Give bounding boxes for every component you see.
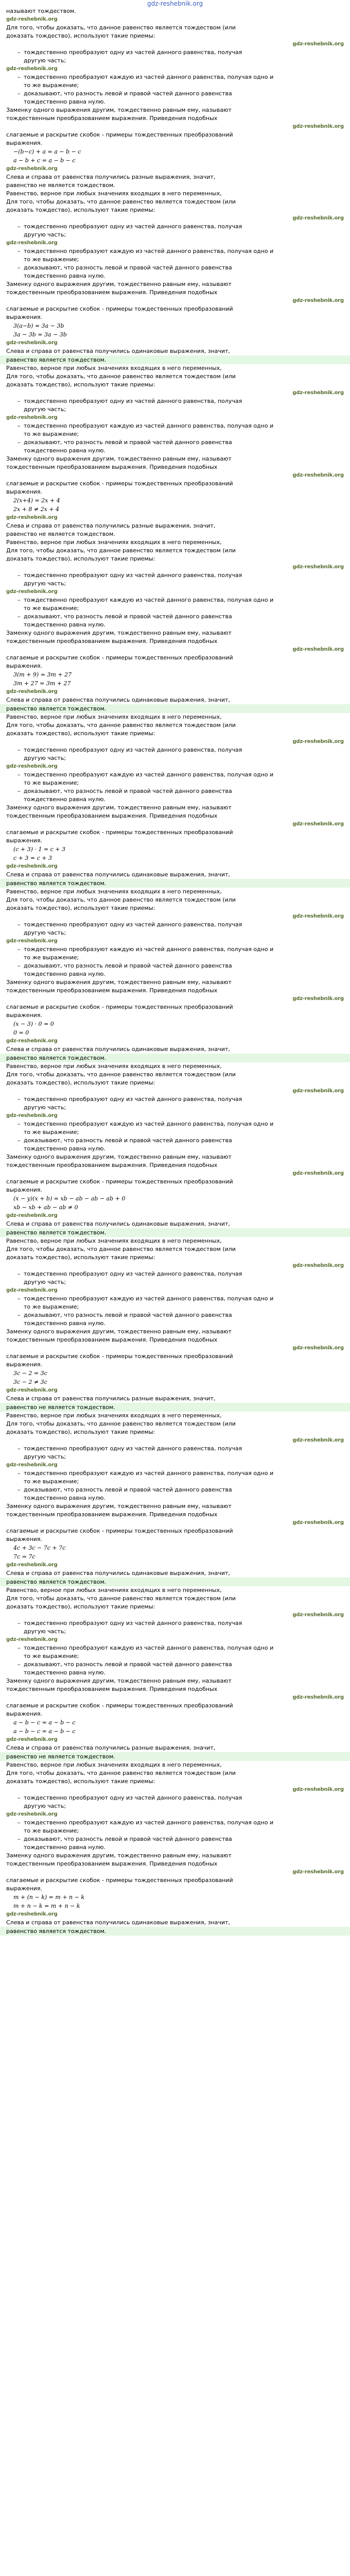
- verdict-text: равенство является тождеством.: [0, 1054, 350, 1062]
- method-line: Для того, чтобы доказать, что данное равенство является тождеством (или: [6, 547, 236, 554]
- method-bullet: – тождественно преобразуют каждую из частей данного равенства, получая одно и: [6, 247, 344, 256]
- method-line: доказать тождество), используют такие приемы:: [6, 381, 155, 388]
- definition-line: тождественным преобразованием выражения. Приведения подобных: [6, 638, 218, 645]
- definition-line: выражения.: [6, 314, 43, 320]
- conclusion-text: Слева и справа от равенства получились одинаковые выражения, значит,: [6, 871, 230, 878]
- method-bullet-cont: то же выражение;: [24, 256, 79, 263]
- watermark-text: gdz-reshebnik.org: [292, 739, 344, 744]
- method-bullet-cont: другую часть;: [24, 1453, 66, 1460]
- equation-line: a − b + c = a − b − c: [13, 157, 76, 164]
- watermark-text: gdz-reshebnik.org: [292, 1694, 344, 1700]
- equation-line: 3a − 3b = 3a − 3b: [13, 331, 67, 338]
- definition-intro: Равенство, верное при любых значениях входящих в него переменных,: [6, 539, 222, 546]
- method-bullet-cont: то же выражение;: [24, 82, 79, 89]
- watermark-text: gdz-reshebnik.org: [292, 913, 344, 919]
- method-bullet-cont: другую часть;: [24, 1104, 66, 1111]
- definition-line: Заменку одного выражения другим, тождественно равным ему, называют: [6, 979, 232, 986]
- watermark-text: gdz-reshebnik.org: [6, 66, 58, 72]
- method-bullet: – доказывают, что разность левой и правой частей данного равенства: [6, 613, 344, 621]
- method-bullet-cont: то же выражение;: [24, 605, 79, 612]
- method-bullet-cont: то же выражение;: [24, 1129, 79, 1136]
- solution-block: [6, 1769, 344, 1936]
- watermark-text: gdz-reshebnik.org: [6, 589, 58, 595]
- watermark-text: gdz-reshebnik.org: [6, 1637, 58, 1642]
- method-bullet-cont: другую часть;: [24, 57, 66, 64]
- definition-line: выражения.: [6, 488, 43, 495]
- watermark-text: gdz-reshebnik.org: [292, 1263, 344, 1268]
- method-bullet: – доказывают, что разность левой и правой частей данного равенства: [6, 1137, 344, 1145]
- method-bullet: – доказывают, что разность левой и правой частей данного равенства: [6, 438, 344, 447]
- definition-line: слагаемые и раскрытие скобок - примеры тождественных преобразований: [6, 1528, 233, 1534]
- method-bullet: – тождественно преобразуют одну из частей данного равенства, получая: [6, 1095, 344, 1104]
- watermark-text: gdz-reshebnik.org: [292, 821, 344, 827]
- method-bullet: – тождественно преобразуют одну из частей данного равенства, получая: [6, 48, 344, 57]
- method-bullet: – тождественно преобразуют одну из частей данного равенства, получая: [6, 1445, 344, 1453]
- conclusion-text: Слева и справа от равенства получились разные выражения, значит,: [6, 522, 216, 529]
- equation-line: (x − 3) · 0 = 0: [13, 1021, 54, 1027]
- watermark-text: gdz-reshebnik.org: [6, 415, 58, 420]
- definition-line: тождественным преобразованием выражения. Приведения подобных: [6, 812, 218, 819]
- method-bullet-cont: тождественно равна нулю.: [24, 1320, 106, 1327]
- watermark-text: gdz-reshebnik.org: [6, 166, 58, 172]
- definition-line: Заменку одного выражения другим, тождественно равным ему, называют: [6, 107, 232, 113]
- method-bullet-cont: тождественно равна нулю.: [24, 1844, 106, 1851]
- method-bullet-cont: тождественно равна нулю.: [24, 796, 106, 803]
- method-line: Для того, чтобы доказать, что данное равенство является тождеством (или: [6, 1071, 236, 1078]
- method-bullet-cont: то же выражение;: [24, 1653, 79, 1659]
- watermark-text: gdz-reshebnik.org: [292, 298, 344, 303]
- definition-line: слагаемые и раскрытие скобок - примеры тождественных преобразований: [6, 1004, 233, 1010]
- watermark-text: gdz-reshebnik.org: [292, 564, 344, 570]
- watermark-text: gdz-reshebnik.org: [6, 1737, 58, 1742]
- solution-block: [6, 1420, 344, 1595]
- method-bullet: – тождественно преобразуют одну из частей данного равенства, получая: [6, 746, 344, 754]
- watermark-text: gdz-reshebnik.org: [292, 1787, 344, 1792]
- method-line: Для того, чтобы доказать, что данное равенство является тождеством (или: [6, 1246, 236, 1252]
- watermark-text: gdz-reshebnik.org: [292, 1171, 344, 1176]
- solution-block: [6, 896, 344, 1071]
- definition-line: тождественным преобразованием выражения. Приведения подобных: [6, 1686, 218, 1692]
- method-bullet-cont: другую часть;: [24, 1803, 66, 1809]
- method-bullet-cont: то же выражение;: [24, 1303, 79, 1310]
- definition-line: выражения.: [6, 1012, 43, 1019]
- definition-line: тождественным преобразованием выражения. Приведения подобных: [6, 464, 218, 470]
- watermark-text: gdz-reshebnik.org: [292, 390, 344, 396]
- method-bullet-cont: другую часть;: [24, 929, 66, 936]
- method-bullet: – доказывают, что разность левой и правой частей данного равенства: [6, 1311, 344, 1319]
- definition-line: слагаемые и раскрытие скобок - примеры тождественных преобразований: [6, 1178, 233, 1185]
- method-bullet-cont: другую часть;: [24, 1628, 66, 1635]
- method-bullet: – тождественно преобразуют одну из частей данного равенства, получая: [6, 571, 344, 580]
- method-line: доказать тождество), используют такие приемы:: [6, 32, 155, 39]
- definition-intro: Равенство, верное при любых значениях входящих в него переменных,: [6, 888, 222, 895]
- method-line: доказать тождество), используют такие приемы:: [6, 1429, 155, 1435]
- method-bullet: – тождественно преобразуют каждую из частей данного равенства, получая одно и: [6, 945, 344, 954]
- method-bullet: – тождественно преобразуют одну из частей данного равенства, получая: [6, 1270, 344, 1278]
- method-bullet: – тождественно преобразуют каждую из частей данного равенства, получая одно и: [6, 771, 344, 779]
- watermark-text: gdz-reshebnik.org: [6, 340, 58, 346]
- definition-line: Заменку одного выражения другим, тождественно равным ему, называют: [6, 1328, 232, 1335]
- method-line: доказать тождество), используют такие приемы:: [6, 1254, 155, 1261]
- definition-line: тождественным преобразованием выражения. Приведения подобных: [6, 1336, 218, 1343]
- verdict-text: равенство не является тождеством.: [6, 531, 115, 537]
- equation-line: a − b − c = a − b − c: [13, 1719, 76, 1726]
- definition-line: слагаемые и раскрытие скобок - примеры тождественных преобразований: [6, 1702, 233, 1709]
- method-bullet-cont: то же выражение;: [24, 954, 79, 961]
- intro-text: называют тождеством.: [6, 8, 76, 14]
- method-line: Для того, чтобы доказать, что данное равенство является тождеством (или: [6, 1595, 236, 1602]
- method-bullet: – доказывают, что разность левой и правой частей данного равенства: [6, 1486, 344, 1494]
- method-bullet-cont: тождественно равна нулю.: [24, 1495, 106, 1501]
- equation-line: (c + 3) · 1 = c + 3: [13, 846, 66, 853]
- conclusion-text: Слева и справа от равенства получились разные выражения, значит,: [6, 174, 216, 180]
- method-line: Для того, чтобы доказать, что данное равенство является тождеством (или: [6, 722, 236, 728]
- method-bullet: – тождественно преобразуют одну из частей данного равенства, получая: [6, 223, 344, 231]
- watermark-text: gdz-reshebnik.org: [6, 1387, 58, 1393]
- watermark-text: gdz-reshebnik.org: [292, 124, 344, 129]
- watermark-text: gdz-reshebnik.org: [292, 647, 344, 652]
- definition-line: Заменку одного выражения другим, тождественно равным ему, называют: [6, 804, 232, 811]
- watermark-text: gdz-reshebnik.org: [6, 863, 58, 869]
- verdict-text: равенство является тождеством.: [0, 1927, 350, 1936]
- method-line: Для того, чтобы доказать, что данное равенство является тождеством (или: [6, 1770, 236, 1776]
- watermark-text: gdz-reshebnik.org: [292, 1345, 344, 1351]
- watermark-text: gdz-reshebnik.org: [292, 1088, 344, 1094]
- watermark-text: gdz-reshebnik.org: [292, 996, 344, 1002]
- solution-block: [6, 1245, 344, 1420]
- definition-line: слагаемые и раскрытие скобок - примеры тождественных преобразований: [6, 1353, 233, 1360]
- method-line: доказать тождество), используют такие приемы:: [6, 1603, 155, 1610]
- equation-line: 2(x+4) = 2x + 4: [13, 497, 60, 504]
- watermark-text: gdz-reshebnik.org: [292, 1869, 344, 1875]
- definition-intro: Равенство, верное при любых значениях входящих в него переменных,: [6, 1761, 222, 1768]
- definition-line: Заменку одного выражения другим, тождественно равным ему, называют: [6, 1503, 232, 1510]
- definition-line: Заменку одного выражения другим, тождественно равным ему, называют: [6, 455, 232, 462]
- conclusion-text: Слева и справа от равенства получились одинаковые выражения, значит,: [6, 1570, 230, 1577]
- definition-line: слагаемые и раскрытие скобок - примеры тождественных преобразований: [6, 829, 233, 836]
- method-bullet-cont: то же выражение;: [24, 1827, 79, 1834]
- solution-block: [6, 24, 344, 198]
- verdict-text: равенство является тождеством.: [0, 879, 350, 888]
- method-bullet: – доказывают, что разность левой и правой частей данного равенства: [6, 90, 344, 98]
- definition-intro: Равенство, верное при любых значениях входящих в него переменных,: [6, 190, 222, 197]
- definition-line: тождественным преобразованием выражения. Приведения подобных: [6, 1511, 218, 1518]
- equation-line: 4c + 3c − 7c + 7c: [13, 1545, 66, 1551]
- solution-block: [6, 198, 344, 372]
- method-bullet: – доказывают, что разность левой и правой частей данного равенства: [6, 787, 344, 795]
- site-watermark-top: gdz-reshebnik.org: [147, 0, 203, 7]
- method-line: доказать тождество), используют такие приемы:: [6, 555, 155, 562]
- equation-line: 0 = 0: [13, 1029, 29, 1036]
- method-bullet-cont: тождественно равна нулю.: [24, 98, 106, 105]
- method-bullet: – тождественно преобразуют каждую из частей данного равенства, получая одно и: [6, 1644, 344, 1652]
- conclusion-text: Слева и справа от равенства получились разные выражения, значит,: [6, 1395, 216, 1402]
- equation-line: 3m + 27 = 3m + 27: [13, 680, 71, 687]
- method-bullet-cont: то же выражение;: [24, 779, 79, 786]
- conclusion-text: Слева и справа от равенства получились одинаковые выражения, значит,: [6, 348, 230, 354]
- method-bullet-cont: тождественно равна нулю.: [24, 273, 106, 279]
- watermark-text: gdz-reshebnik.org: [6, 1038, 58, 1044]
- watermark-text: gdz-reshebnik.org: [6, 689, 58, 694]
- watermark-text: gdz-reshebnik.org: [6, 1213, 58, 1218]
- equation-line: (x − y)(x + b) = xb − ab − ab − ab + 0: [13, 1195, 126, 1202]
- equation-line: m + (n − k) = m + n − k: [13, 1894, 84, 1901]
- watermark-text: gdz-reshebnik.org: [292, 472, 344, 478]
- watermark-text: gdz-reshebnik.org: [6, 764, 58, 769]
- definition-line: Заменку одного выражения другим, тождественно равным ему, называют: [6, 1154, 232, 1160]
- method-bullet: – тождественно преобразуют каждую из частей данного равенства, получая одно и: [6, 1469, 344, 1478]
- conclusion-text: Слева и справа от равенства получились разные выражения, значит,: [6, 1744, 216, 1751]
- solution-content: [0, 7, 350, 1936]
- verdict-text: равенство является тождеством.: [0, 1578, 350, 1586]
- watermark-text: gdz-reshebnik.org: [6, 938, 58, 944]
- method-bullet: – тождественно преобразуют одну из частей данного равенства, получая: [6, 1794, 344, 1802]
- method-bullet: – тождественно преобразуют каждую из частей данного равенства, получая одно и: [6, 1819, 344, 1827]
- method-bullet-cont: тождественно равна нулю.: [24, 1145, 106, 1152]
- definition-line: выражения.: [6, 1187, 43, 1193]
- solution-block: [6, 547, 344, 721]
- method-bullet-cont: тождественно равна нулю.: [24, 1669, 106, 1676]
- method-line: Для того, чтобы доказать, что данное равенство является тождеством (или: [6, 1420, 236, 1427]
- equation-line: 3c − 2 = 3c: [13, 1370, 47, 1377]
- watermark-text: gdz-reshebnik.org: [6, 1113, 58, 1118]
- method-bullet: – тождественно преобразуют каждую из частей данного равенства, получая одно и: [6, 422, 344, 430]
- definition-line: Заменку одного выражения другим, тождественно равным ему, называют: [6, 281, 232, 287]
- verdict-text: равенство является тождеством.: [0, 1228, 350, 1237]
- definition-line: тождественным преобразованием выражения. Приведения подобных: [6, 1860, 218, 1867]
- method-bullet: – доказывают, что разность левой и правой частей данного равенства: [6, 1660, 344, 1669]
- watermark-text: gdz-reshebnik.org: [292, 1612, 344, 1618]
- watermark-text: gdz-reshebnik.org: [6, 515, 58, 520]
- definition-line: выражения.: [6, 1536, 43, 1543]
- method-bullet: – тождественно преобразуют одну из частей данного равенства, получая: [6, 921, 344, 929]
- method-bullet: – тождественно преобразуют каждую из частей данного равенства, получая одно и: [6, 73, 344, 81]
- method-bullet: – тождественно преобразуют одну из частей данного равенства, получая: [6, 1619, 344, 1628]
- equation-line: xb − xb + ab − ab ≠ 0: [13, 1204, 78, 1211]
- method-line: доказать тождество), используют такие приемы:: [6, 1079, 155, 1086]
- definition-intro: Равенство, верное при любых значениях входящих в него переменных,: [6, 1587, 222, 1594]
- equation-line: c + 3 = c + 3: [13, 855, 52, 861]
- watermark-text: gdz-reshebnik.org: [292, 1437, 344, 1443]
- definition-intro: Равенство, верное при любых значениях входящих в него переменных,: [6, 714, 222, 720]
- watermark-text: gdz-reshebnik.org: [292, 1520, 344, 1526]
- method-bullet: – тождественно преобразуют каждую из частей данного равенства, получая одно и: [6, 1295, 344, 1303]
- watermark-text: gdz-reshebnik.org: [292, 215, 344, 221]
- verdict-text: равенство не является тождеством.: [0, 1752, 350, 1761]
- definition-line: слагаемые и раскрытие скобок - примеры тождественных преобразований: [6, 480, 233, 487]
- method-line: Для того, чтобы доказать, что данное равенство является тождеством (или: [6, 198, 236, 205]
- watermark-text: gdz-reshebnik.org: [292, 41, 344, 47]
- method-bullet: – доказывают, что разность левой и правой частей данного равенства: [6, 264, 344, 272]
- method-bullet-cont: другую часть;: [24, 231, 66, 238]
- definition-line: слагаемые и раскрытие скобок - примеры тождественных преобразований: [6, 131, 233, 138]
- definition-line: тождественным преобразованием выражения. Приведения подобных: [6, 289, 218, 296]
- method-bullet: – тождественно преобразуют каждую из частей данного равенства, получая одно и: [6, 1120, 344, 1128]
- definition-line: выражения.: [6, 1710, 43, 1717]
- conclusion-text: Слева и справа от равенства получились одинаковые выражения, значит,: [6, 1919, 230, 1926]
- definition-line: слагаемые и раскрытие скобок - примеры тождественных преобразований: [6, 1877, 233, 1884]
- conclusion-text: Слева и справа от равенства получились одинаковые выражения, значит,: [6, 1046, 230, 1053]
- definition-intro: Равенство, верное при любых значениях входящих в него переменных,: [6, 365, 222, 371]
- equation-line: 7c = 7c: [13, 1553, 36, 1560]
- definition-line: слагаемые и раскрытие скобок - примеры тождественных преобразований: [6, 654, 233, 661]
- definition-intro: Равенство, верное при любых значениях входящих в него переменных,: [6, 1412, 222, 1419]
- method-bullet-cont: тождественно равна нулю.: [24, 447, 106, 454]
- definition-line: выражения.: [6, 837, 43, 844]
- definition-line: Заменку одного выражения другим, тождественно равным ему, называют: [6, 630, 232, 636]
- equation-line: m + n − k = m + n − k: [13, 1903, 80, 1909]
- conclusion-text: Слева и справа от равенства получились одинаковые выражения, значит,: [6, 697, 230, 703]
- verdict-text: равенство не является тождеством.: [6, 182, 115, 189]
- method-bullet: – тождественно преобразуют одну из частей данного равенства, получая: [6, 397, 344, 405]
- watermark-text: gdz-reshebnik.org: [6, 1911, 58, 1917]
- method-bullet-cont: тождественно равна нулю.: [24, 971, 106, 977]
- solution-block: [6, 1071, 344, 1245]
- definition-line: выражения.: [6, 1361, 43, 1368]
- definition-line: Заменку одного выражения другим, тождественно равным ему, называют: [6, 1852, 232, 1859]
- watermark-text: gdz-reshebnik.org: [6, 1811, 58, 1817]
- solution-block: [6, 372, 344, 547]
- definition-line: выражения.: [6, 663, 43, 669]
- method-line: доказать тождество), используют такие приемы:: [6, 905, 155, 911]
- watermark-text: gdz-reshebnik.org: [6, 1462, 58, 1468]
- method-line: Для того, чтобы доказать, что данное равенство является тождеством (или: [6, 896, 236, 903]
- method-bullet: – доказывают, что разность левой и правой частей данного равенства: [6, 962, 344, 970]
- conclusion-text: Слева и справа от равенства получились одинаковые выражения, значит,: [6, 1221, 230, 1227]
- method-bullet: – тождественно преобразуют каждую из частей данного равенства, получая одно и: [6, 596, 344, 604]
- equation-line: 3(a−b) = 3a − 3b: [13, 323, 64, 329]
- method-bullet-cont: другую часть;: [24, 1279, 66, 1285]
- definition-line: тождественным преобразованием выражения. Приведения подобных: [6, 1162, 218, 1168]
- verdict-text: равенство является тождеством.: [0, 704, 350, 713]
- method-line: доказать тождество), используют такие приемы:: [6, 1778, 155, 1785]
- method-bullet-cont: тождественно равна нулю.: [24, 621, 106, 628]
- method-bullet-cont: другую часть;: [24, 580, 66, 587]
- method-line: доказать тождество), используют такие приемы:: [6, 730, 155, 737]
- verdict-text: равенство не является тождеством.: [0, 1403, 350, 1412]
- equation-line: 3c − 2 ≠ 3c: [13, 1379, 47, 1385]
- definition-line: тождественным преобразованием выражения. Приведения подобных: [6, 987, 218, 994]
- solution-block: [6, 1595, 344, 1769]
- definition-line: тождественным преобразованием выражения. Приведения подобных: [6, 115, 218, 122]
- definition-line: выражения.: [6, 1885, 43, 1892]
- method-line: доказать тождество), используют такие приемы:: [6, 207, 155, 213]
- method-line: Для того, чтобы доказать, что данное равенство является тождеством (или: [6, 24, 236, 31]
- equation-line: 2x + 8 ≠ 2x + 4: [13, 506, 60, 513]
- method-bullet-cont: другую часть;: [24, 406, 66, 413]
- method-bullet-cont: другую часть;: [24, 755, 66, 761]
- definition-line: выражения.: [6, 140, 43, 146]
- method-line: Для того, чтобы доказать, что данное равенство является тождеством (или: [6, 373, 236, 380]
- definition-intro: Равенство, верное при любых значениях входящих в него переменных,: [6, 1063, 222, 1070]
- equation-line: 3(m + 9) = 3m + 27: [13, 671, 72, 678]
- equation-line: −(b−c) + a = a − b − c: [13, 148, 81, 155]
- watermark-text: gdz-reshebnik.org: [6, 16, 58, 22]
- method-bullet-cont: то же выражение;: [24, 1478, 79, 1485]
- watermark-text: gdz-reshebnik.org: [6, 1287, 58, 1293]
- solution-block: [6, 721, 344, 896]
- watermark-text: gdz-reshebnik.org: [6, 240, 58, 246]
- method-bullet-cont: то же выражение;: [24, 431, 79, 437]
- watermark-text: gdz-reshebnik.org: [6, 1562, 58, 1568]
- definition-line: слагаемые и раскрытие скобок - примеры тождественных преобразований: [6, 306, 233, 312]
- definition-line: Заменку одного выражения другим, тождественно равным ему, называют: [6, 1677, 232, 1684]
- verdict-text: равенство является тождеством.: [0, 355, 350, 364]
- definition-intro: Равенство, верное при любых значениях входящих в него переменных,: [6, 1238, 222, 1244]
- equation-line: a − b − c = a − b − c: [13, 1728, 76, 1735]
- method-bullet: – доказывают, что разность левой и правой частей данного равенства: [6, 1835, 344, 1843]
